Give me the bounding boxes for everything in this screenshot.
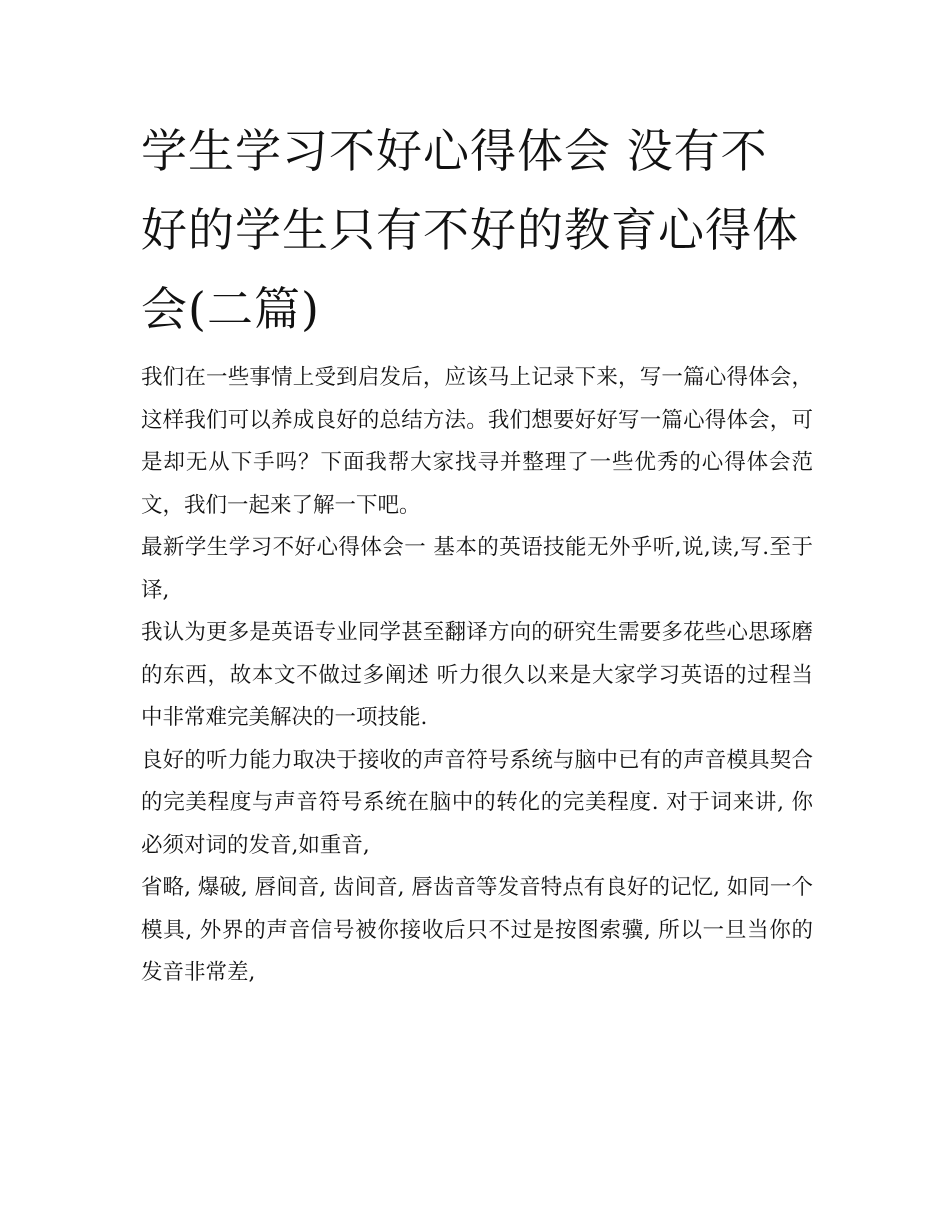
- intro-paragraph: 我们在一些事情上受到启发后，应该马上记录下来，写一篇心得体会，这样我们可以养成良好的总结方法。我们想要好好写一篇心得体会，可是却无从下手吗？下面我帮大家找寻并整理了一些优秀的心得体会范文，我们一起来了解一下吧。: [141, 365, 813, 518]
- title-block: [141, 112, 813, 349]
- document-title: 学生学习不好心得体会 没有不好的学生只有不好的教育心得体会(二篇): [141, 124, 799, 336]
- document-body: [141, 112, 813, 995]
- body-paragraph-2: 我认为更多是英语专业同学甚至翻译方向的研究生需要多花些心思琢磨的东西，故本文不做过多阐述 听力很久以来是大家学习英语的过程当中非常难完美解决的一项技能.: [141, 620, 813, 730]
- body-paragraph-3: 良好的听力能力取决于接收的声音符号系统与脑中已有的声音模具契合的完美程度与声音符号系统在脑中的转化的完美程度. 对于词来讲, 你必须对词的发音,如重音,: [141, 747, 813, 858]
- body-paragraph-4: 省略, 爆破, 唇间音, 齿间音, 唇齿音等发音特点有良好的记忆, 如同一个模具, 外界的声音信号被你接收后只不过是按图索骥, 所以一旦当你的发音非常差,: [141, 875, 813, 985]
- body-paragraph-1: 最新学生学习不好心得体会一 基本的英语技能无外乎听,说,读,写.至于译,: [141, 535, 813, 603]
